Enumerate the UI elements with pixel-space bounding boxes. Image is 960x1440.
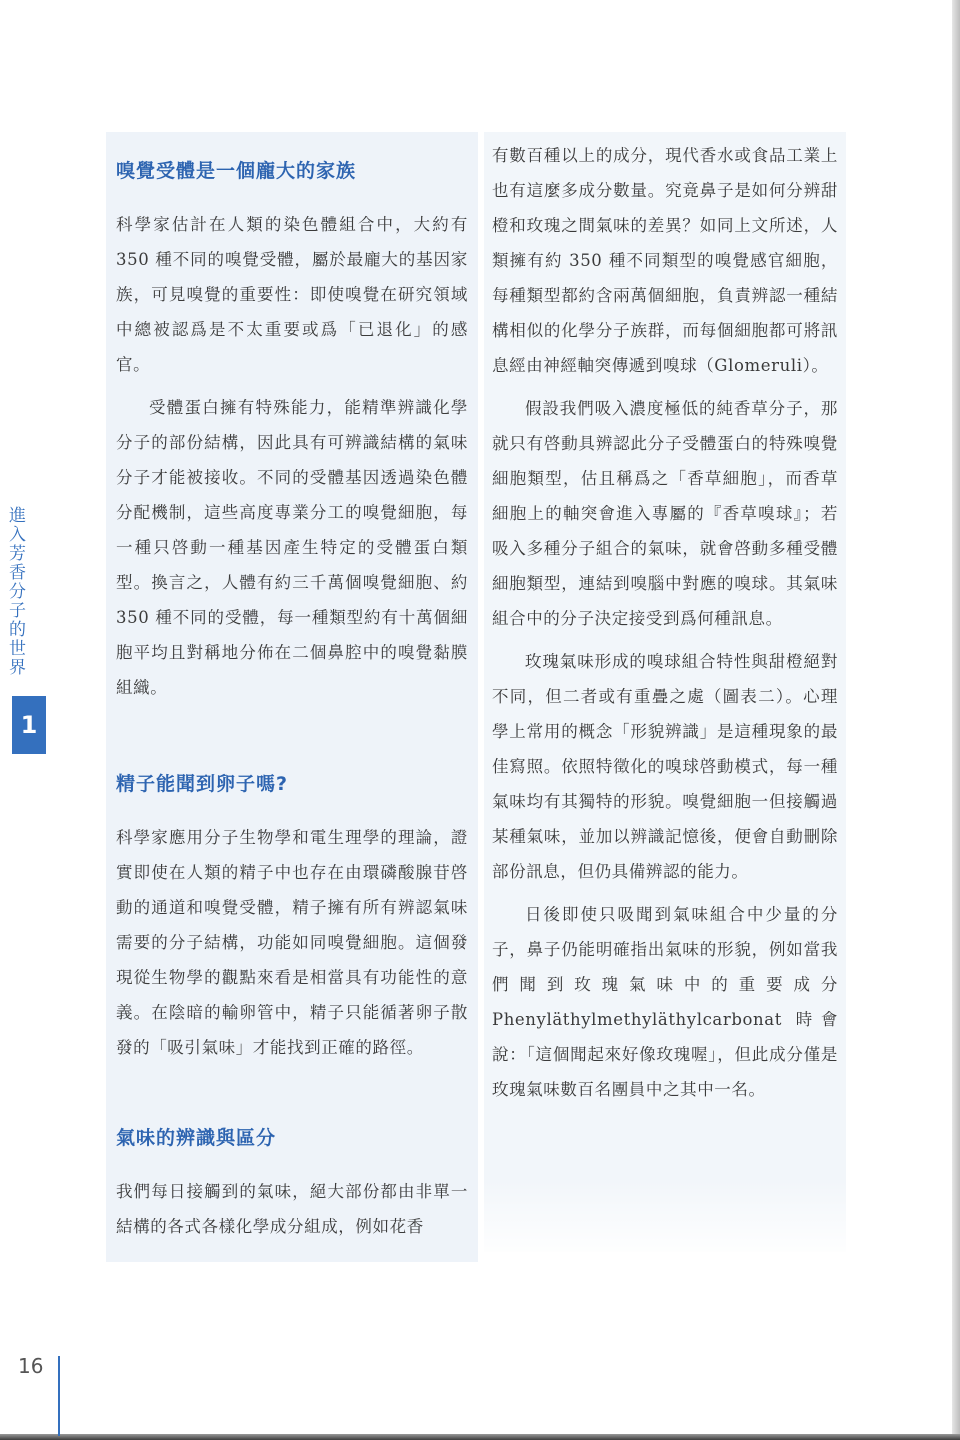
paragraph: 科學家估計在人類的染色體組合中，大約有350 種不同的嗅覺受體，屬於最龐大的基因家族，可見嗅覺的重要性：即使嗅覺在研究領域中總被認爲是不太重要或爲「已退化」的感官。 [116,215,468,374]
page-bottom-edge [0,1434,960,1440]
paragraph: 我們每日接觸到的氣味，絕大部份都由非單一結構的各式各樣化學成分組成，例如花香 [116,1182,468,1236]
section-heading-receptor-family: 嗅覺受體是一個龐大的家族 [116,160,357,182]
column-fade [484,1180,846,1260]
paragraph: 玫瑰氣味形成的嗅球組合特性與甜橙絕對不同，但二者或有重疊之處（圖表二）。心理學上常用的概念「形貌辨識」是這種現象的最佳寫照。依照特徵化的嗅球啓動模式，每一種氣味均有其獨特的形貌。嗅覺細胞一但接觸過某種氣味，並加以辨識記憶後，便會自動刪除部份訊息，但仍具備辨認的能力。 [492,652,838,881]
chapter-title: 進入芳香分子的世界 [5,506,25,677]
page-number: 16 [18,1354,44,1378]
paragraph: 受體蛋白擁有特殊能力，能精準辨識化學分子的部份結構，因此具有可辨識結構的氣味分子才能被接收。不同的受體基因透過染色體分配機制，這些高度專業分工的嗅覺細胞，每一種只啓動一種基因產生特定的受體蛋白類型。換言之，人體有約三千萬個嗅覺細胞、約 350 種不同的受體，每一種類型約有十萬個細胞平均且對稱地分佈在二個鼻腔中的嗅覺黏膜組織。 [116,398,468,697]
left-column [106,132,478,1262]
paragraph: 假設我們吸入濃度極低的純香草分子，那就只有啓動具辨認此分子受體蛋白的特殊嗅覺細胞類型，估且稱爲之「香草細胞」，而香草細胞上的軸突會進入專屬的『香草嗅球』；若吸入多種分子組合的氣味，就會啓動多種受體細胞類型，連結到嗅腦中對應的嗅球。其氣味組合中的分子決定接受到爲何種訊息。 [492,399,838,628]
paragraph: 科學家應用分子生物學和電生理學的理論，證實即使在人類的精子中也存在由環磷酸腺苷啓動的通道和嗅覺受體，精子擁有所有辨認氣味需要的分子結構，功能如同嗅覺細胞。這個發現從生物學的觀點來看是相當具有功能性的意義。在陰暗的輸卵管中，精子只能循著卵子散發的「吸引氣味」才能找到正確的路徑。 [116,828,468,1057]
section-heading-odor-recognition: 氣味的辨識與區分 [116,1127,277,1149]
chapter-tab [12,696,46,754]
page-right-edge [952,0,960,1440]
page-number-rule [58,1356,60,1436]
paragraph: 有數百種以上的成分，現代香水或食品工業上也有這麼多成分數量。究竟鼻子是如何分辨甜橙和玫瑰之間氣味的差異？如同上文所述，人類擁有約 350 種不同類型的嗅覺感官細胞，每種類型都約含兩萬個細胞，負責辨認一種結構相似的化學分子族群，而每個細胞都可將訊息經由神經軸突傳遞到嗅球（Glomeruli）。 [492,146,838,375]
chapter-number: 1 [20,711,38,739]
right-column [484,132,846,1252]
paragraph: 日後即使只吸聞到氣味組合中少量的分子，鼻子仍能明確指出氣味的形貌，例如當我們聞到玫瑰氣味中的重要成分 Phenyläthylmethyläthylcarbonat 時會說：「這個聞起來好像玫瑰喔」，但此成分僅是玫瑰氣味數百名團員中之其中一名。 [492,905,838,1099]
section-heading-sperm: 精子能聞到卵子嗎? [116,773,289,795]
